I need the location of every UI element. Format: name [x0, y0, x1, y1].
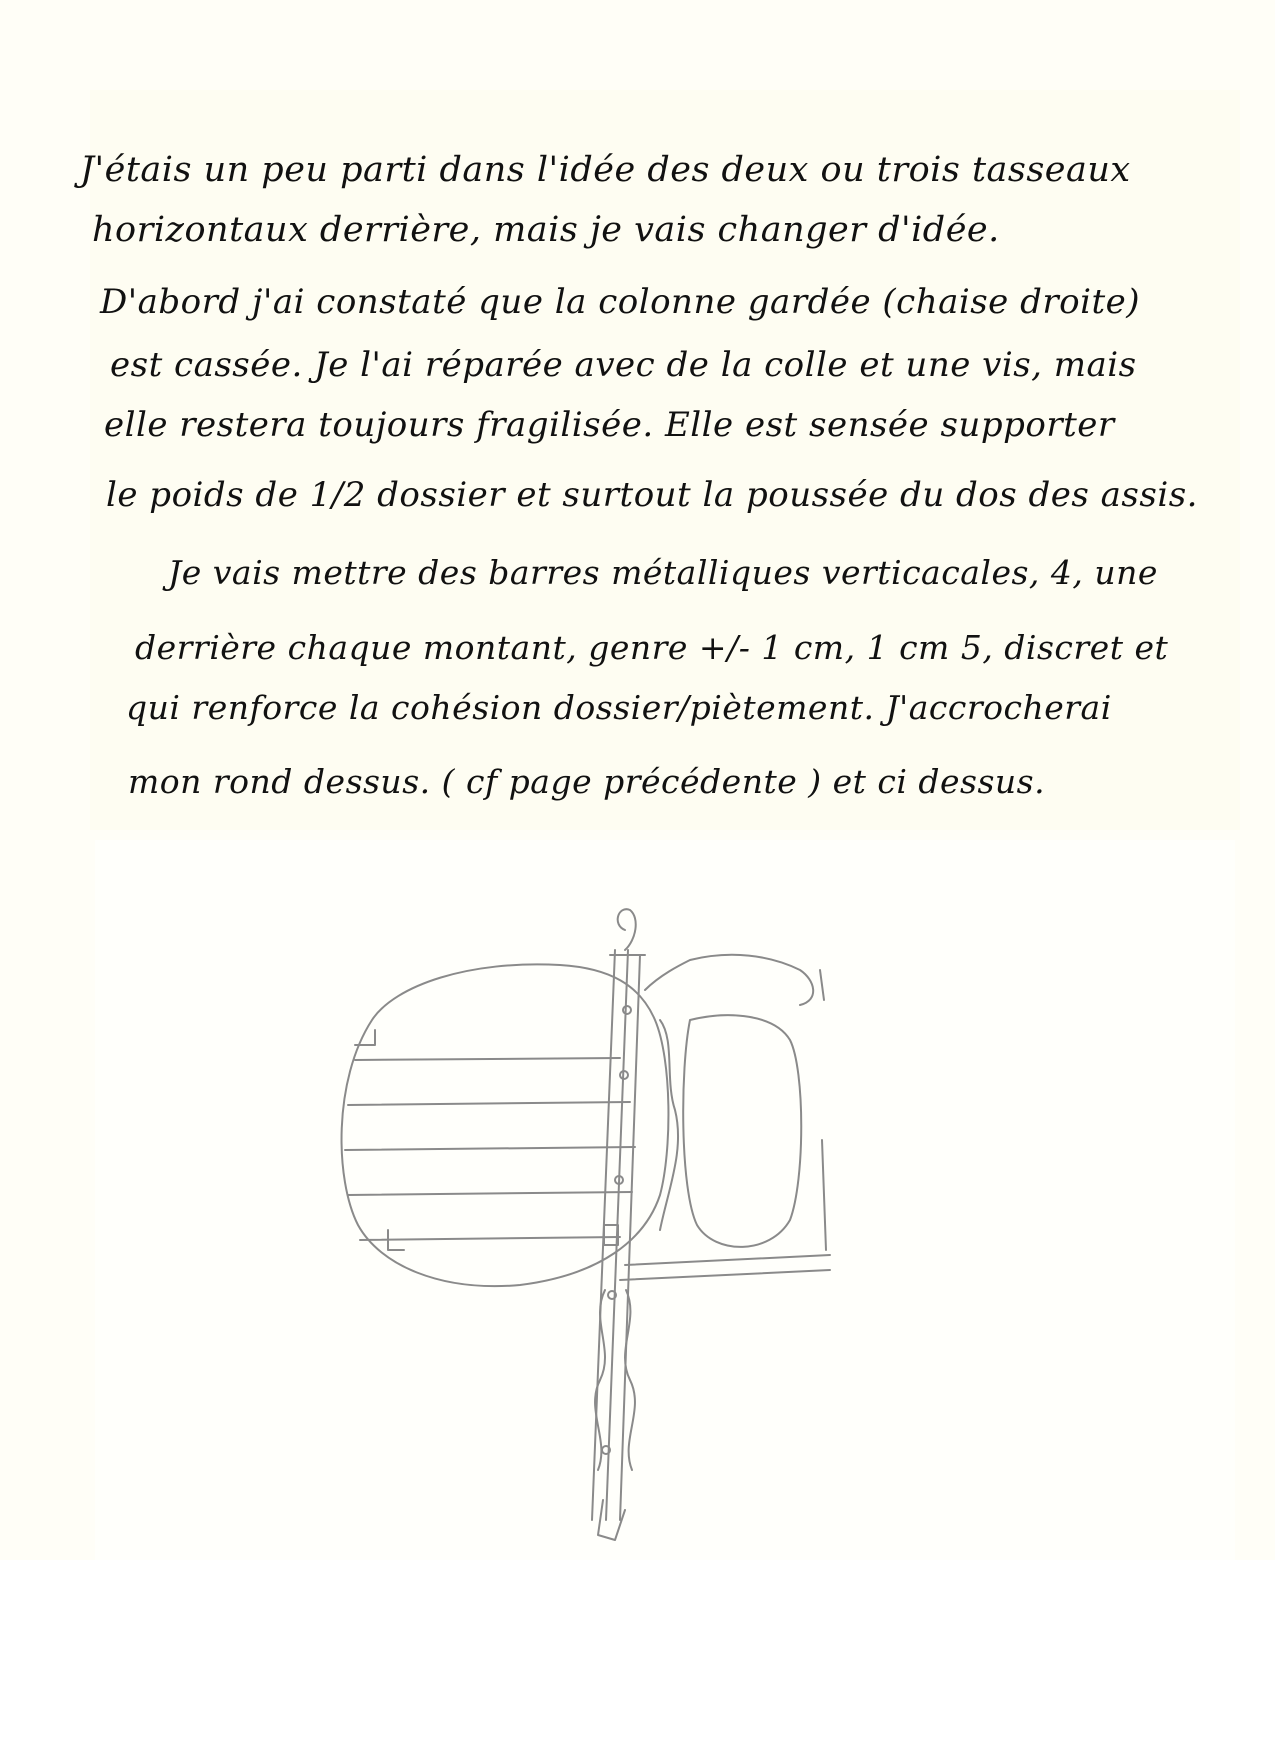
note-line-1: J'étais un peu parti dans l'idée des deux ou trois tasseaux: [80, 150, 1131, 190]
note-line-9: qui renforce la cohésion dossier/piètement. J'accrocherai: [126, 688, 1112, 727]
note-line-7: Je vais mettre des barres métalliques verticacales, 4, une: [168, 553, 1158, 592]
note-line-10: mon rond dessus. ( cf page précédente ) et ci dessus.: [128, 762, 1046, 801]
note-line-4: est cassée. Je l'ai réparée avec de la colle et une vis, mais: [110, 345, 1137, 385]
note-line-6: le poids de 1/2 dossier et surtout la poussée du dos des assis.: [106, 475, 1198, 515]
note-line-8: derrière chaque montant, genre +/- 1 cm, 1 cm 5, discret et: [135, 628, 1169, 667]
note-line-3: D'abord j'ai constaté que la colonne gardée (chaise droite): [100, 282, 1141, 322]
note-line-2: horizontaux derrière, mais je vais changer d'idée.: [92, 210, 1000, 250]
note-line-5: elle restera toujours fragilisée. Elle est sensée supporter: [104, 405, 1115, 445]
